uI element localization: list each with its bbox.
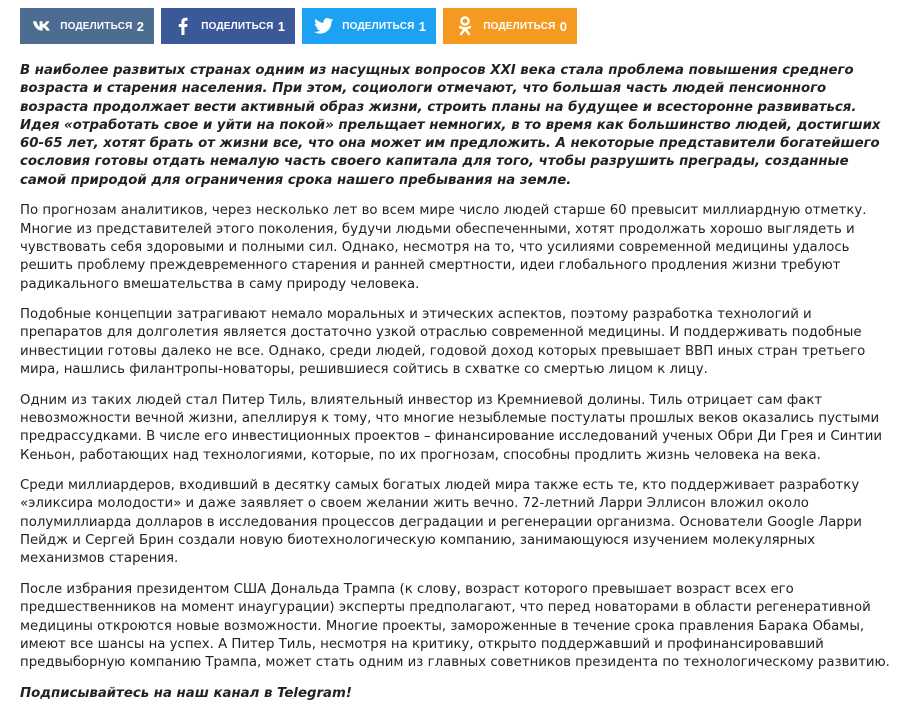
share-bar bbox=[20, 8, 577, 44]
article-body bbox=[20, 62, 892, 715]
share-count: 0 bbox=[559, 18, 567, 34]
twitter-icon bbox=[312, 14, 336, 38]
share-button-twitter[interactable] bbox=[302, 8, 436, 44]
article-paragraph: После избрания президентом США Дональда Трампа (к слову, возраст которого превышает возраст всех его предшественников на момент инаугурации) эксперты предполагают, что перед новаторами в области регенеративной медицины откроются новые возможности. Многие проекты, замороженные в течение срока правления Барака Обамы, имеют все шансы на успех. А Питер Тиль, несмотря на критику, открыто поддержавший и профинансировавший предвыборную компанию Трампа, может стать одним из главных советников президента по технологическому развитию. bbox=[20, 581, 890, 671]
article-paragraph: Среди миллиардеров, входивший в десятку самых богатых людей мира также есть те, кто поддерживает разработку «эликсира молодости» и даже заявляет о своем желании жить вечно. 72-летний Ларри Эллисон вложил около полумиллиарда долларов в исследования процессов деградации и регенерации организма. Основатели Google Ларри Пейдж и Сергей Брин создали новую биотехнологическую компанию, занимающуюся изучением молекулярных механизмов старения. bbox=[20, 478, 862, 567]
odnoklassniki-icon bbox=[453, 14, 477, 38]
share-button-odnoklassniki[interactable] bbox=[443, 8, 577, 44]
facebook-icon bbox=[171, 14, 195, 38]
share-label: ПОДЕЛИТЬСЯ bbox=[60, 20, 133, 32]
share-label: ПОДЕЛИТЬСЯ bbox=[201, 20, 274, 32]
article-paragraph: Одним из таких людей стал Питер Тиль, влиятельный инвестор из Кремниевой долины. Тиль отрицает сам факт невозможности вечной жизни, апеллируя к тому, что многие незыблемые постулаты прошлых веков оказались пустыми предрассудками. В числе его инвестиционных проектов – финансирование исследований ученых Обри Ди Грея и Синтии Кеньон, работающих над технологиями, которые, по их прогнозам, способны продлить жизнь человека на века. bbox=[20, 392, 882, 463]
vk-icon bbox=[30, 14, 54, 38]
share-button-facebook[interactable] bbox=[161, 8, 295, 44]
article-paragraph: По прогнозам аналитиков, через несколько лет во всем мире число людей старше 60 превысит миллиардную отметку. Многие из представителей этого поколения, будучи людьми обеспеченными, хотят продолжать хорошо выглядеть и чувствовать себя здоровыми и полными сил. Однако, несмотря на то, что усилиями современной медицины удалось решить проблему преждевременного старения и ранней смертности, идеи глобального продления жизни требуют радикального вмешательства в саму природу человека. bbox=[20, 203, 867, 292]
article-lead: В наиболее развитых странах одним из насущных вопросов XXI века стала проблема повышения среднего возраста и старения населения. При этом, социологи отмечают, что большая часть людей пенсионного возраста продолжает вести активный образ жизни, строить планы на будущее и всесторонне развиваться. Идея «отработать свое и уйти на покой» прельщает немногих, в то время как большинство людей, достигших 60-65 лет, хотят брать от жизни все, что она может им предложить. А некоторые представители богатейшего сословия готовы отдать немалую часть своего капитала для того, чтобы разрушить преграды, созданные самой природой для ограничения срока нашего пребывания на земле. bbox=[20, 63, 881, 188]
telegram-subscribe-text: Подписывайтесь на наш канал в Telegram! bbox=[20, 685, 352, 701]
share-count: 1 bbox=[418, 18, 426, 34]
share-count: 1 bbox=[277, 18, 285, 34]
share-label: ПОДЕЛИТЬСЯ bbox=[483, 20, 556, 32]
article-paragraph: Подобные концепции затрагивают немало моральных и этических аспектов, поэтому разработка технологий и препаратов для долголетия является достаточно узкой отраслью современной медицины. И поддерживать подобные инвестиции готовы далеко не все. Однако, среди людей, годовой доход которых превышает ВВП иных стран третьего мира, нашлись филантропы-новаторы, решившиеся сойтись в схватке со смертью лицом к лицу. bbox=[20, 307, 866, 378]
share-count: 2 bbox=[136, 18, 144, 34]
share-label: ПОДЕЛИТЬСЯ bbox=[342, 20, 415, 32]
share-button-vk[interactable] bbox=[20, 8, 154, 44]
